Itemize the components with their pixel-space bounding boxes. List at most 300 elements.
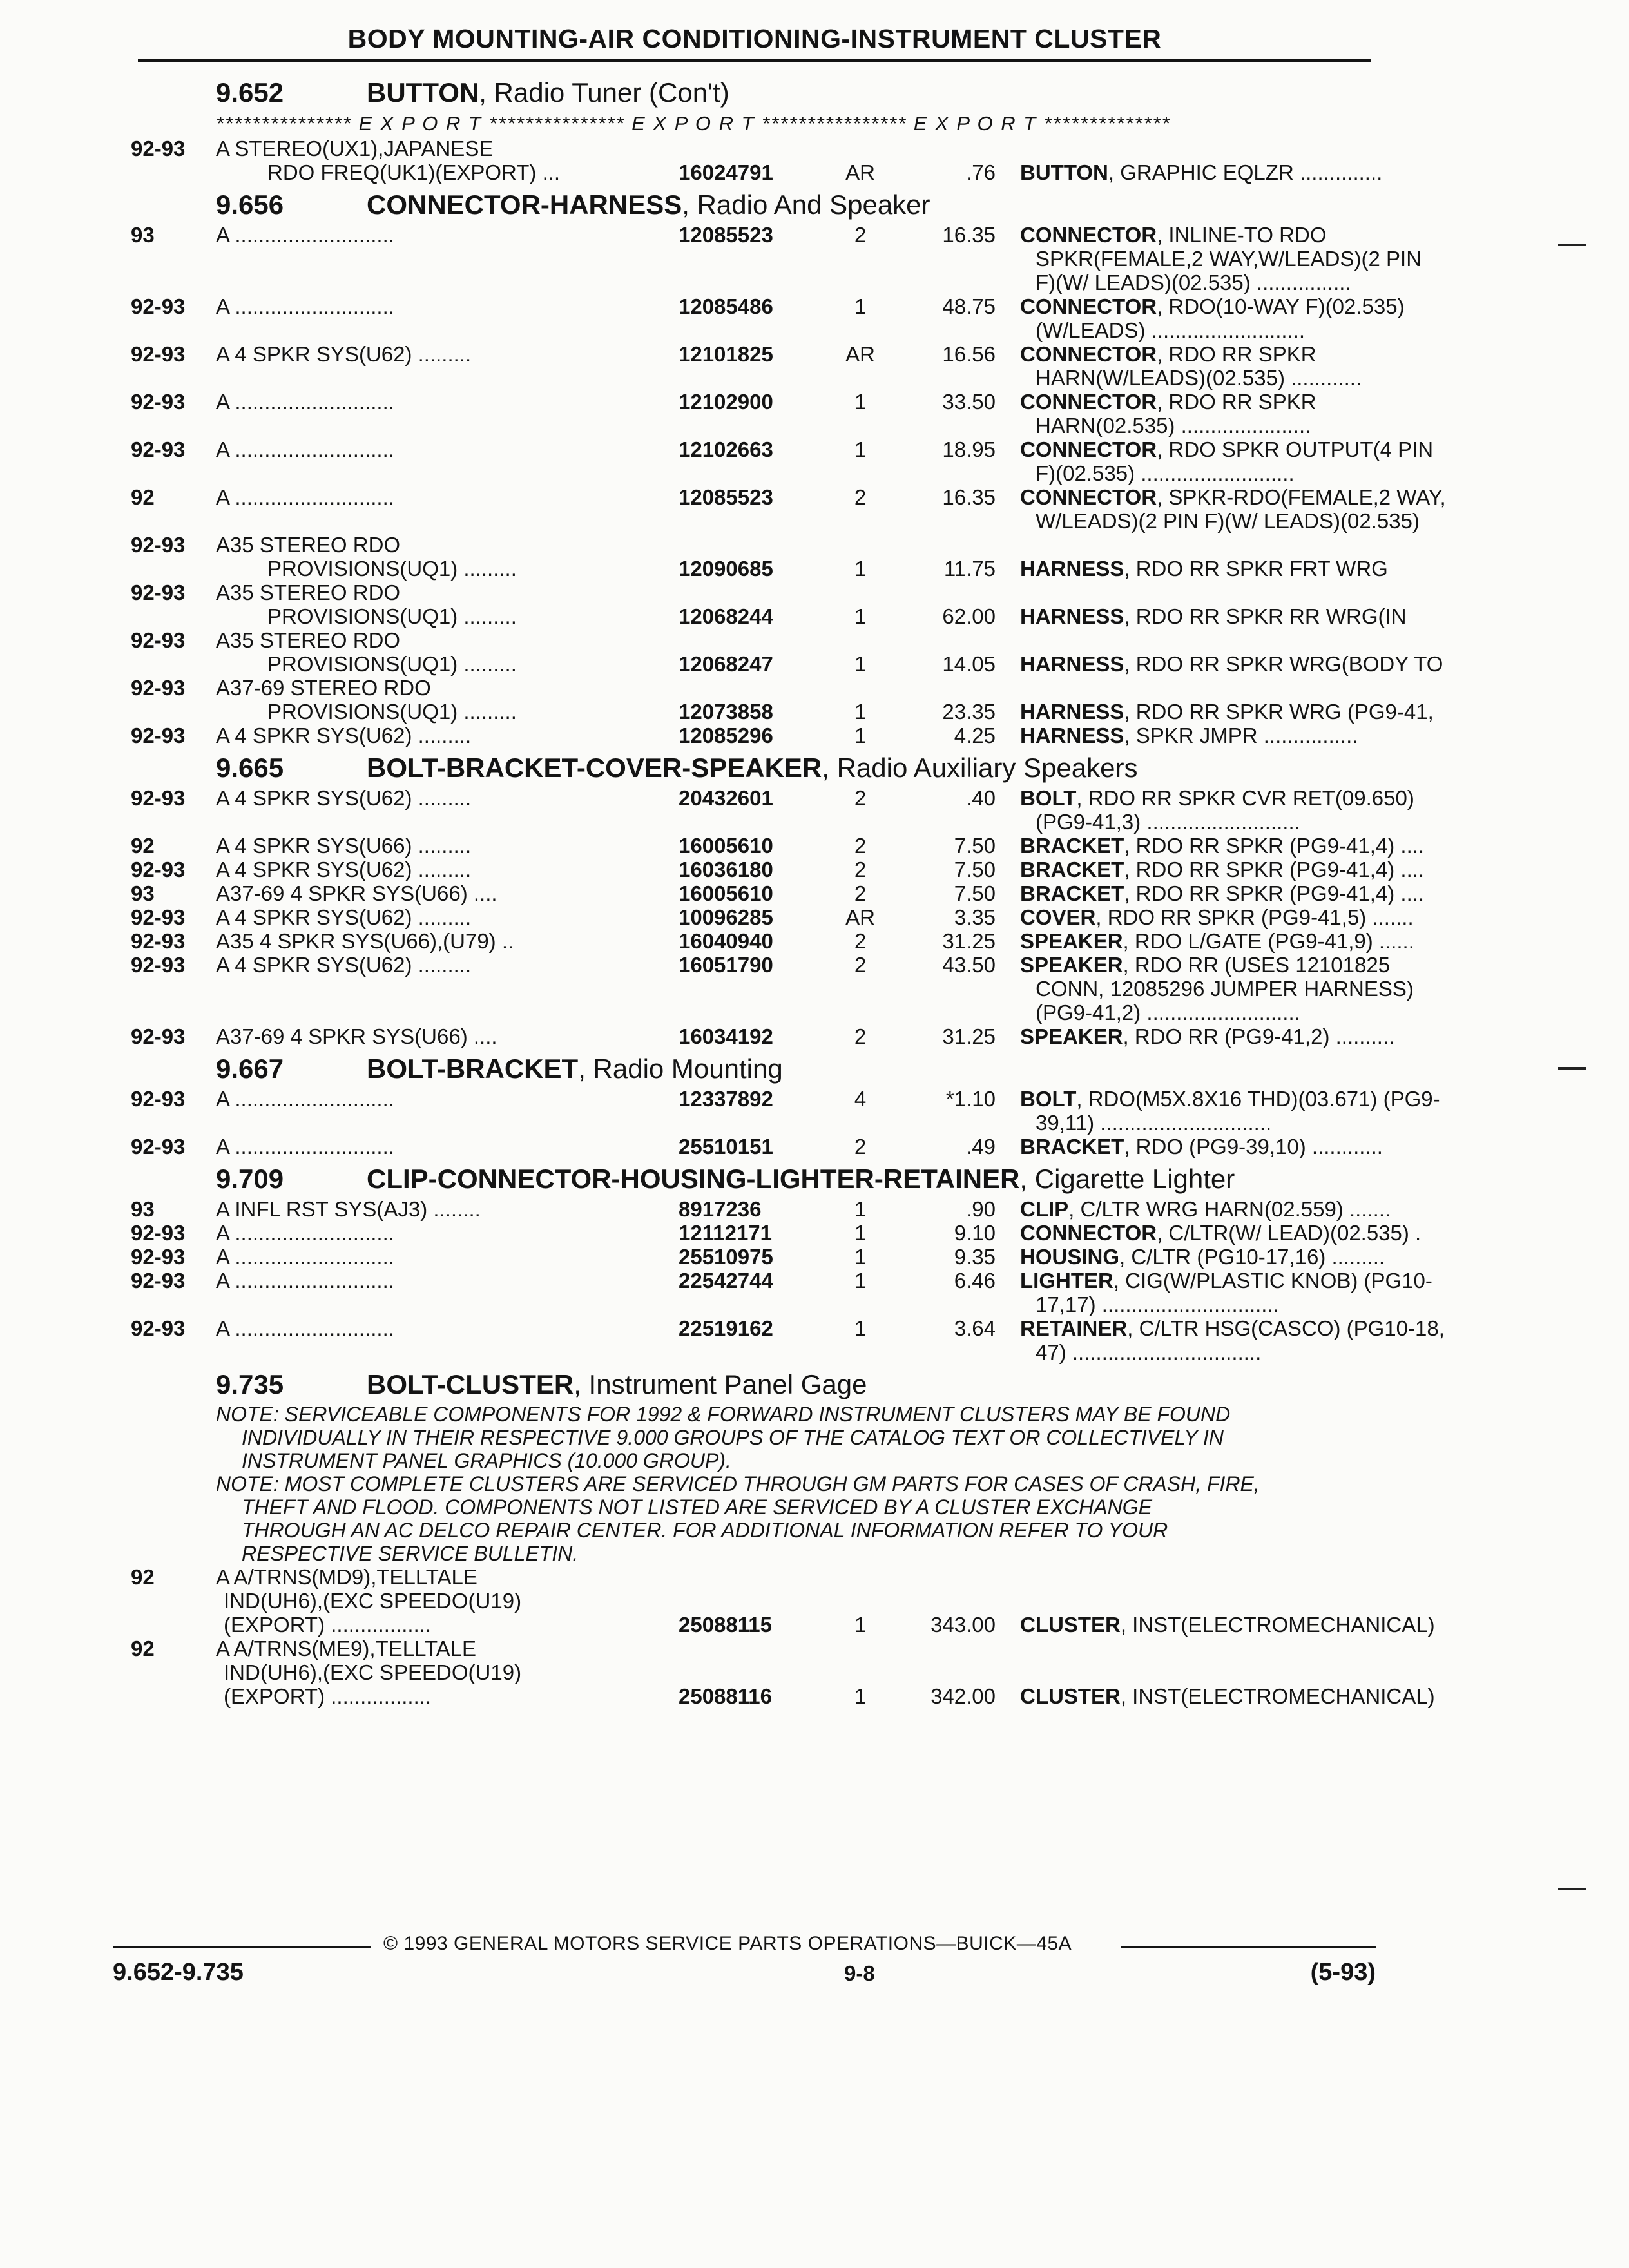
price: .49 — [966, 1135, 996, 1158]
model-year: 92-93 — [131, 858, 186, 881]
description-text: , C/LTR WRG HARN(02.559) ....... — [1068, 1197, 1391, 1221]
group-title-main: CLIP-CONNECTOR-HOUSING-LIGHTER-RETAINER — [367, 1164, 1020, 1194]
model-year: 92-93 — [131, 1135, 186, 1158]
usage: PROVISIONS(UQ1) ......... — [267, 557, 517, 581]
part-number: 8917236 — [679, 1197, 762, 1221]
model-year: 92-93 — [131, 905, 186, 929]
description — [1036, 1293, 1496, 1316]
part-number: 10096285 — [679, 905, 773, 929]
part-number: 12085523 — [679, 485, 773, 509]
description-text: F)(02.535) .......................... — [1036, 461, 1295, 485]
price: 33.50 — [942, 390, 996, 414]
model-year: 92-93 — [131, 1245, 186, 1269]
footer-page-number: 9-8 — [844, 1961, 875, 1985]
quantity: 1 — [854, 1684, 867, 1708]
catalog-entry-continuation — [119, 652, 1443, 676]
catalog-entry — [119, 485, 1446, 509]
price: 3.64 — [954, 1316, 996, 1340]
part-name: BOLT — [1020, 1087, 1077, 1111]
quantity: 1 — [854, 1269, 867, 1293]
part-name: CLIP — [1020, 1197, 1069, 1221]
catalog-entry — [119, 581, 1363, 604]
quantity: 2 — [854, 1024, 867, 1048]
part-number: 25510975 — [679, 1245, 773, 1269]
catalog-entry-continuation — [119, 810, 1363, 834]
usage: A 4 SPKR SYS(U62) ......... — [216, 786, 472, 810]
description — [1020, 786, 1496, 810]
quantity: 2 — [854, 858, 867, 881]
model-year: 92-93 — [131, 1269, 186, 1293]
group-heading — [119, 1367, 1363, 1403]
usage: PROVISIONS(UQ1) ......... — [267, 604, 517, 628]
catalog-entry-continuation — [119, 1293, 1363, 1316]
catalog-entry-continuation — [119, 1111, 1363, 1135]
part-number: 16034192 — [679, 1024, 773, 1048]
part-name: LIGHTER — [1020, 1269, 1113, 1293]
description — [1036, 318, 1496, 342]
part-number: 12073858 — [679, 700, 773, 724]
part-name: HARNESS — [1020, 557, 1124, 581]
description-text: CONN, 12085296 JUMPER HARNESS) — [1036, 977, 1414, 1001]
usage: A ........................... — [216, 1245, 394, 1269]
catalog-entry-continuation — [119, 700, 1434, 724]
group-title-sub: , Radio And Speaker — [682, 189, 930, 220]
description-text: HARN(W/LEADS)(02.535) ............ — [1036, 366, 1362, 390]
description — [1020, 724, 1496, 747]
usage: A STEREO(UX1),JAPANESE — [216, 137, 494, 160]
price: 31.25 — [942, 1024, 996, 1048]
usage: A ........................... — [216, 1087, 394, 1111]
part-number: 16024791 — [679, 160, 773, 184]
catalog-entry-continuation — [119, 271, 1363, 294]
usage: A 4 SPKR SYS(U62) ......... — [216, 905, 472, 929]
description — [1036, 509, 1496, 533]
catalog-entry — [119, 533, 1363, 557]
description-text: HARN(02.535) ...................... — [1036, 414, 1311, 437]
quantity: 1 — [854, 604, 867, 628]
usage: A ........................... — [216, 1221, 394, 1245]
usage: IND(UH6),(EXC SPEEDO(U19) — [224, 1589, 522, 1613]
description — [1020, 1245, 1496, 1269]
catalog-entry — [119, 905, 1414, 929]
description-text: , RDO SPKR OUTPUT(4 PIN — [1157, 437, 1434, 461]
note-line: INSTRUMENT PANEL GRAPHICS (10.000 GROUP). — [242, 1449, 731, 1472]
group-heading — [119, 750, 1363, 786]
usage: A 4 SPKR SYS(U62) ......... — [216, 724, 472, 747]
quantity: AR — [845, 905, 875, 929]
group-title — [367, 1051, 783, 1087]
group-title-sub: , Radio Tuner (Con't) — [479, 77, 729, 108]
model-year: 92 — [131, 834, 155, 858]
group-number: 9.652 — [216, 77, 284, 108]
part-number: 12085486 — [679, 294, 773, 318]
catalog-entry-continuation — [119, 1684, 1435, 1708]
catalog-entry-continuation — [119, 414, 1363, 437]
usage: PROVISIONS(UQ1) ......... — [267, 700, 517, 724]
description-text: 39,11) ............................. — [1036, 1111, 1272, 1135]
price: 9.35 — [954, 1245, 996, 1269]
description-text: , RDO RR SPKR (PG9-41,5) ....... — [1095, 905, 1414, 929]
description — [1020, 1221, 1496, 1245]
model-year: 92-93 — [131, 1316, 186, 1340]
group-heading — [119, 1051, 1363, 1087]
catalog-entry — [119, 676, 1363, 700]
part-number: 25088115 — [679, 1613, 773, 1637]
model-year: 92-93 — [131, 676, 186, 700]
description-text: , INST(ELECTROMECHANICAL) — [1120, 1613, 1435, 1637]
header-rule — [138, 59, 1371, 62]
description — [1036, 1111, 1496, 1135]
description — [1036, 271, 1496, 294]
part-name: CONNECTOR — [1020, 1221, 1157, 1245]
catalog-entry — [119, 342, 1363, 366]
usage: A ........................... — [216, 1135, 394, 1158]
description-text: F)(W/ LEADS)(02.535) ................ — [1036, 271, 1351, 294]
usage: A37-69 4 SPKR SYS(U66) .... — [216, 881, 497, 905]
usage: A ........................... — [216, 485, 394, 509]
catalog-entry-continuation — [119, 604, 1407, 628]
section-note — [119, 1403, 1356, 1472]
note-line: THEFT AND FLOOD. COMPONENTS NOT LISTED ARE SERVICED BY A CLUSTER EXCHANGE — [242, 1495, 1152, 1519]
group-heading — [119, 75, 1363, 111]
section-note — [119, 1472, 1356, 1565]
model-year: 93 — [131, 223, 155, 247]
price: 14.05 — [942, 652, 996, 676]
catalog-entry-continuation — [119, 160, 1383, 184]
catalog-entry-continuation — [119, 1660, 1363, 1684]
description — [1020, 834, 1496, 858]
description-text: , RDO RR SPKR WRG(BODY TO — [1124, 652, 1443, 676]
group-title — [367, 187, 930, 223]
price: 343.00 — [930, 1613, 996, 1637]
description-text: , RDO RR SPKR FRT WRG — [1124, 557, 1388, 581]
quantity: 2 — [854, 1135, 867, 1158]
catalog-entry — [119, 1024, 1395, 1048]
catalog-entry — [119, 1316, 1445, 1340]
quantity: AR — [845, 342, 875, 366]
quantity: 2 — [854, 223, 867, 247]
description-text: , RDO RR SPKR — [1157, 342, 1316, 366]
description — [1020, 604, 1496, 628]
description-text: , C/LTR(W/ LEAD)(02.535) . — [1157, 1221, 1422, 1245]
usage: A ........................... — [216, 223, 394, 247]
group-title-sub: , Radio Mounting — [578, 1053, 783, 1084]
footer-rule-right — [1121, 1946, 1376, 1948]
part-number: 12101825 — [679, 342, 773, 366]
model-year: 93 — [131, 1197, 155, 1221]
model-year: 92-93 — [131, 581, 186, 604]
catalog-entry-continuation — [119, 1589, 1363, 1613]
model-year: 92-93 — [131, 437, 186, 461]
part-number: 16051790 — [679, 953, 773, 977]
price: 3.35 — [954, 905, 996, 929]
part-name: CLUSTER — [1020, 1613, 1121, 1637]
quantity: 1 — [854, 437, 867, 461]
catalog-entry — [119, 1135, 1383, 1158]
model-year: 92-93 — [131, 1221, 186, 1245]
model-year: 92-93 — [131, 137, 186, 160]
description-text: , SPKR-RDO(FEMALE,2 WAY, — [1157, 485, 1446, 509]
description-text: 17,17) .............................. — [1036, 1293, 1279, 1316]
model-year: 93 — [131, 881, 155, 905]
model-year: 92-93 — [131, 342, 186, 366]
description — [1020, 881, 1496, 905]
quantity: 1 — [854, 557, 867, 581]
part-name: CLUSTER — [1020, 1684, 1121, 1708]
usage: A35 STEREO RDO — [216, 628, 401, 652]
description-text: , RDO RR SPKR (PG9-41,4) .... — [1124, 881, 1425, 905]
description — [1020, 342, 1496, 366]
part-name: CONNECTOR — [1020, 223, 1157, 247]
margin-mark — [1558, 244, 1586, 246]
model-year: 92-93 — [131, 929, 186, 953]
catalog-entry-continuation — [119, 461, 1363, 485]
description — [1020, 858, 1496, 881]
description — [1036, 366, 1496, 390]
part-name: HOUSING — [1020, 1245, 1120, 1269]
usage: (EXPORT) ................. — [224, 1613, 432, 1637]
usage: A 4 SPKR SYS(U62) ......... — [216, 953, 472, 977]
description — [1020, 1269, 1496, 1293]
margin-mark — [1558, 1067, 1586, 1070]
part-name: CONNECTOR — [1020, 390, 1157, 414]
usage: A ........................... — [216, 390, 394, 414]
description — [1020, 1024, 1496, 1048]
price: 43.50 — [942, 953, 996, 977]
catalog-entry — [119, 1087, 1440, 1111]
part-number: 12102663 — [679, 437, 773, 461]
price: 6.46 — [954, 1269, 996, 1293]
part-name: CONNECTOR — [1020, 342, 1157, 366]
price: 11.75 — [943, 557, 996, 581]
footer-rule-left — [113, 1946, 371, 1948]
quantity: 1 — [854, 1613, 867, 1637]
part-number: 12337892 — [679, 1087, 773, 1111]
description — [1036, 977, 1496, 1001]
price: 62.00 — [942, 604, 996, 628]
catalog-entry — [119, 390, 1363, 414]
description-text: , RDO RR SPKR (PG9-41,4) .... — [1124, 858, 1425, 881]
group-title — [367, 750, 1138, 786]
part-number: 16005610 — [679, 881, 773, 905]
part-name: RETAINER — [1020, 1316, 1128, 1340]
usage: RDO FREQ(UK1)(EXPORT) ... — [267, 160, 561, 184]
quantity: 1 — [854, 724, 867, 747]
usage: A37-69 4 SPKR SYS(U66) .... — [216, 1024, 497, 1048]
catalog-entry-continuation — [119, 509, 1420, 533]
quantity: 1 — [854, 1221, 867, 1245]
description — [1036, 1001, 1496, 1024]
description-text: , RDO RR SPKR CVR RET(09.650) — [1076, 786, 1414, 810]
part-number: 16040940 — [679, 929, 773, 953]
description-text: , RDO RR SPKR (PG9-41,4) .... — [1124, 834, 1425, 858]
export-banner: *************** E X P O R T *************** E X P O R T **************** E X P O R T ************** — [216, 112, 1171, 135]
usage: A A/TRNS(ME9),TELLTALE — [216, 1637, 477, 1660]
catalog-entry — [119, 1221, 1422, 1245]
quantity: 2 — [854, 786, 867, 810]
group-number: 9.709 — [216, 1164, 284, 1194]
description — [1020, 294, 1496, 318]
usage: (EXPORT) ................. — [224, 1684, 432, 1708]
note-line: NOTE: MOST COMPLETE CLUSTERS ARE SERVICED THROUGH GM PARTS FOR CASES OF CRASH, FIRE, — [216, 1472, 1260, 1495]
model-year: 92-93 — [131, 953, 186, 977]
group-title-main: BOLT-BRACKET-COVER-SPEAKER — [367, 753, 822, 783]
usage: A ........................... — [216, 1269, 394, 1293]
quantity: 1 — [854, 1197, 867, 1221]
price: 16.56 — [942, 342, 996, 366]
usage: A INFL RST SYS(AJ3) ........ — [216, 1197, 481, 1221]
catalog-entry — [119, 953, 1391, 977]
description — [1020, 953, 1496, 977]
description-text: , C/LTR (PG10-17,16) ......... — [1119, 1245, 1385, 1269]
catalog-entry — [119, 1197, 1391, 1221]
group-title — [367, 1367, 867, 1403]
description — [1036, 414, 1496, 437]
catalog-entry-continuation — [119, 366, 1363, 390]
part-name: CONNECTOR — [1020, 437, 1157, 461]
model-year: 92-93 — [131, 1087, 186, 1111]
description — [1020, 700, 1496, 724]
part-name: BRACKET — [1020, 881, 1124, 905]
price: 48.75 — [942, 294, 996, 318]
price: .90 — [966, 1197, 996, 1221]
price: 16.35 — [942, 485, 996, 509]
part-name: SPEAKER — [1020, 953, 1123, 977]
part-number: 25088116 — [679, 1684, 773, 1708]
part-number: 16005610 — [679, 834, 773, 858]
group-title — [367, 1161, 1235, 1197]
price: 9.10 — [954, 1221, 996, 1245]
group-title-main: CONNECTOR-HARNESS — [367, 189, 682, 220]
part-name: HARNESS — [1020, 604, 1124, 628]
part-number: 25510151 — [679, 1135, 773, 1158]
catalog-entry-continuation — [119, 1613, 1435, 1637]
margin-mark — [1558, 1888, 1586, 1890]
usage: A 4 SPKR SYS(U62) ......... — [216, 858, 472, 881]
description — [1020, 1684, 1496, 1708]
quantity: 1 — [854, 652, 867, 676]
description-text: , RDO RR (USES 12101825 — [1123, 953, 1391, 977]
catalog-entry — [119, 437, 1434, 461]
model-year: 92-93 — [131, 533, 186, 557]
description — [1020, 390, 1496, 414]
catalog-entry — [119, 786, 1414, 810]
part-name: SPEAKER — [1020, 1024, 1123, 1048]
group-number: 9.656 — [216, 189, 284, 220]
description-text: W/LEADS)(2 PIN F)(W/ LEADS)(02.535) — [1036, 509, 1420, 533]
group-title-main: BOLT-BRACKET — [367, 1053, 579, 1084]
note-line: THROUGH AN AC DELCO REPAIR CENTER. FOR ADDITIONAL INFORMATION REFER TO YOUR — [242, 1519, 1168, 1542]
group-title-main: BUTTON — [367, 77, 479, 108]
description-text: , INST(ELECTROMECHANICAL) — [1120, 1684, 1435, 1708]
catalog-entry — [119, 1269, 1432, 1293]
part-name: BUTTON — [1020, 160, 1108, 184]
description — [1020, 223, 1496, 247]
description-text: , RDO RR SPKR — [1157, 390, 1316, 414]
catalog-entry — [119, 881, 1425, 905]
description-text: , RDO(10-WAY F)(02.535) — [1157, 294, 1405, 318]
description-text: (PG9-41,3) .......................... — [1036, 810, 1300, 834]
catalog-entry-continuation — [119, 318, 1363, 342]
part-number: 20432601 — [679, 786, 773, 810]
part-name: HARNESS — [1020, 652, 1124, 676]
usage: A ........................... — [216, 294, 394, 318]
description-text: , RDO (PG9-39,10) ............ — [1124, 1135, 1383, 1158]
part-number: 12102900 — [679, 390, 773, 414]
catalog-entry — [119, 223, 1363, 247]
note-line: INDIVIDUALLY IN THEIR RESPECTIVE 9.000 GROUPS OF THE CATALOG TEXT OR COLLECTIVELY IN — [242, 1426, 1224, 1449]
description-text: , RDO RR SPKR RR WRG(IN — [1124, 604, 1407, 628]
part-name: BRACKET — [1020, 858, 1124, 881]
catalog-entry-continuation — [119, 1340, 1363, 1364]
group-heading — [119, 1161, 1363, 1197]
part-name: HARNESS — [1020, 700, 1124, 724]
quantity: 1 — [854, 294, 867, 318]
description — [1020, 905, 1496, 929]
catalog-entry — [119, 1245, 1385, 1269]
quantity: 4 — [854, 1087, 867, 1111]
note-line: NOTE: SERVICEABLE COMPONENTS FOR 1992 & FORWARD INSTRUMENT CLUSTERS MAY BE FOUND — [216, 1403, 1231, 1426]
group-number: 9.667 — [216, 1053, 284, 1084]
note-line: RESPECTIVE SERVICE BULLETIN. — [242, 1542, 579, 1565]
description — [1020, 1135, 1496, 1158]
description-text: , C/LTR HSG(CASCO) (PG10-18, — [1127, 1316, 1445, 1340]
description — [1036, 247, 1496, 271]
footer-date-code: (5-93) — [1310, 1959, 1376, 1986]
catalog-content — [119, 72, 1446, 1708]
usage: A37-69 STEREO RDO — [216, 676, 431, 700]
price: 7.50 — [954, 881, 996, 905]
description-text: , CIG(W/PLASTIC KNOB) (PG10- — [1113, 1269, 1432, 1293]
quantity: 1 — [854, 700, 867, 724]
catalog-entry — [119, 1565, 1363, 1589]
footer-group-range: 9.652-9.735 — [113, 1959, 244, 1986]
catalog-entry — [119, 834, 1425, 858]
part-number: 12085296 — [679, 724, 773, 747]
description — [1020, 1087, 1496, 1111]
model-year: 92 — [131, 1637, 155, 1660]
usage: IND(UH6),(EXC SPEEDO(U19) — [224, 1660, 522, 1684]
usage: A35 STEREO RDO — [216, 533, 401, 557]
usage: PROVISIONS(UQ1) ......... — [267, 652, 517, 676]
description-text: , RDO RR (PG9-41,2) .......... — [1123, 1024, 1395, 1048]
quantity: 2 — [854, 485, 867, 509]
part-name: BOLT — [1020, 786, 1077, 810]
model-year: 92-93 — [131, 724, 186, 747]
part-name: COVER — [1020, 905, 1096, 929]
price: 342.00 — [930, 1684, 996, 1708]
usage: A 4 SPKR SYS(U66) ......... — [216, 834, 472, 858]
part-name: CONNECTOR — [1020, 485, 1157, 509]
usage: A ........................... — [216, 1316, 394, 1340]
description — [1020, 485, 1496, 509]
part-name: HARNESS — [1020, 724, 1124, 747]
part-name: BRACKET — [1020, 834, 1124, 858]
description — [1020, 1613, 1496, 1637]
catalog-entry — [119, 724, 1363, 747]
group-title-sub: , Instrument Panel Gage — [574, 1369, 867, 1399]
description — [1036, 1340, 1496, 1364]
group-number: 9.735 — [216, 1369, 284, 1399]
model-year: 92-93 — [131, 390, 186, 414]
price: 23.35 — [942, 700, 996, 724]
description — [1020, 437, 1496, 461]
price: 7.50 — [954, 858, 996, 881]
description-text: , INLINE-TO RDO — [1157, 223, 1327, 247]
footer-copyright: © 1993 GENERAL MOTORS SERVICE PARTS OPERATIONS—BUICK—45A — [383, 1933, 1072, 1954]
page-footer — [113, 1930, 1376, 1986]
description — [1020, 1316, 1496, 1340]
